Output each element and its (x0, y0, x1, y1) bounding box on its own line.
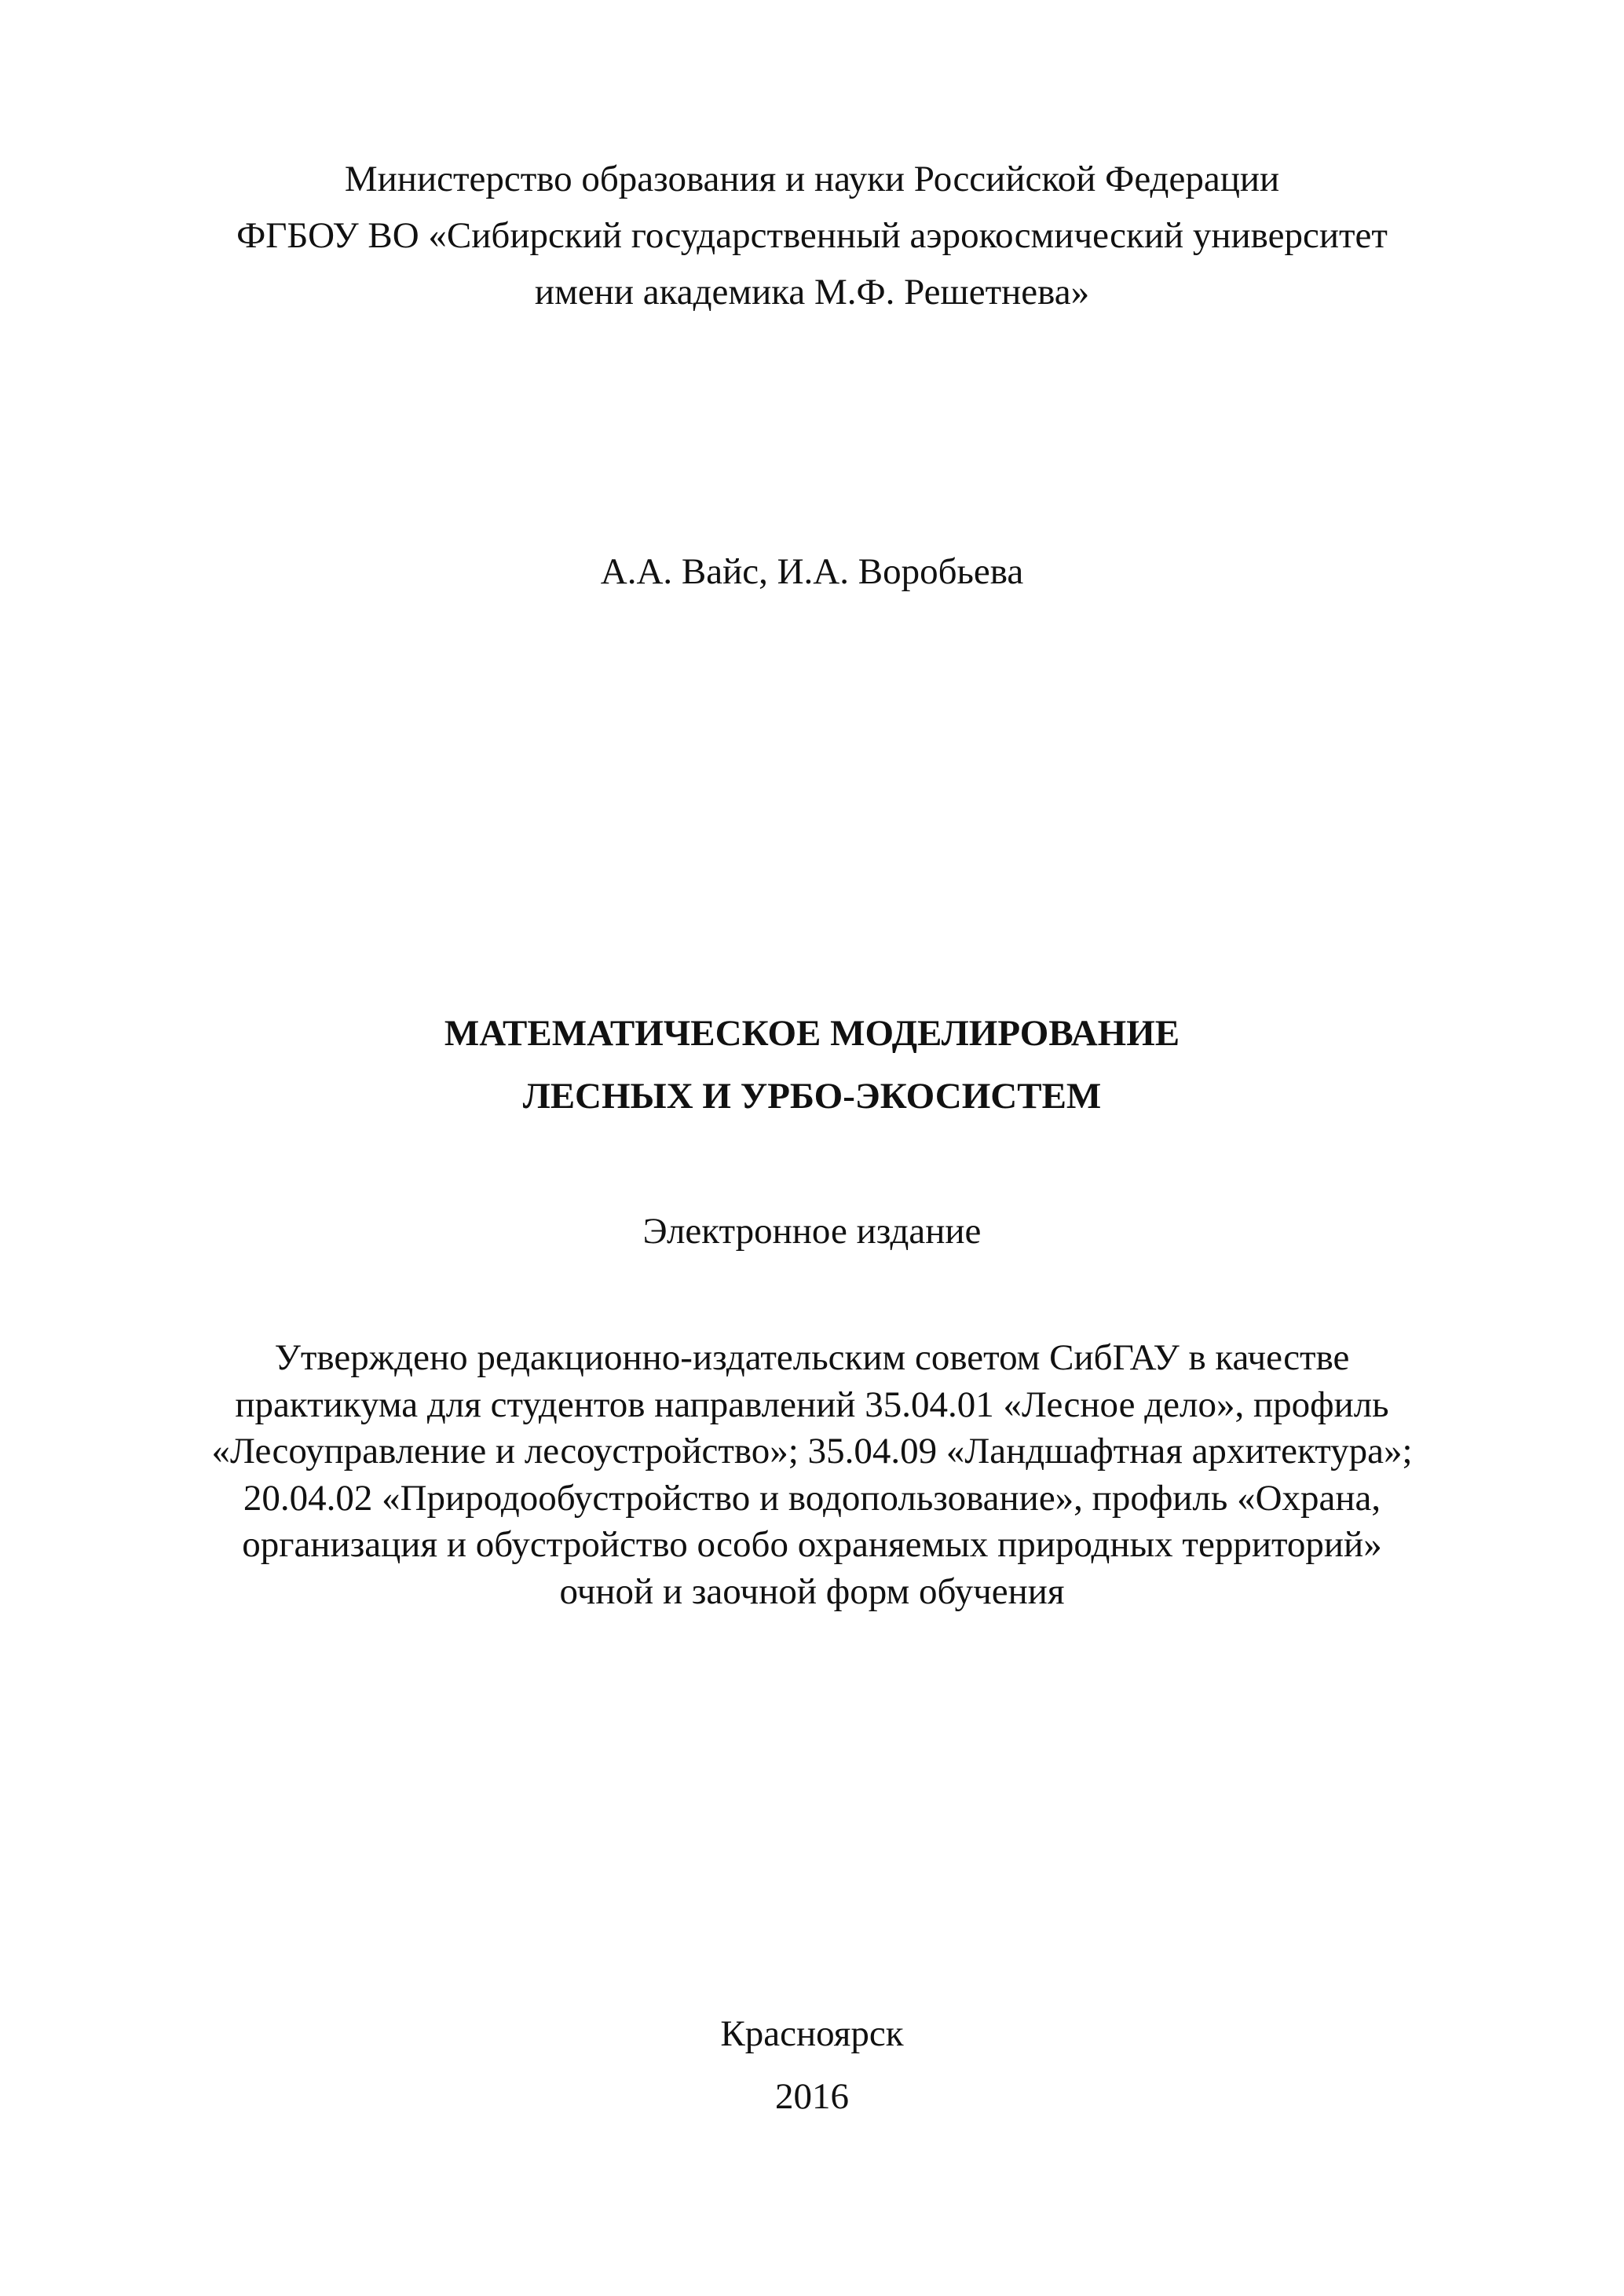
authors: А.А. Вайс, И.А. Воробьева (600, 551, 1024, 592)
approval-line-1: Утверждено редакционно-издательским советом СибГАУ в качестве (274, 1337, 1350, 1378)
approval-line-2: практикума для студентов направлений 35.04.01 «Лесное дело», профиль (235, 1384, 1389, 1425)
authors-block (0, 543, 1624, 600)
university-line: ФГБОУ ВО «Сибирский государственный аэрокосмический университет (236, 215, 1388, 256)
document-title (0, 1002, 1624, 1128)
approval-line-5: организация и обустройство особо охраняемых природных территорий» (242, 1524, 1382, 1565)
edition-label: Электронное издание (642, 1211, 982, 1252)
approval-statement (0, 1335, 1624, 1615)
approval-line-6: очной и заочной форм обучения (559, 1570, 1065, 1612)
approval-line-3: «Лесоуправление и лесоустройство»; 35.04.09 «Ландшафтная архитектура»; (211, 1431, 1413, 1472)
title-line-1: МАТЕМАТИЧЕСКОЕ МОДЕЛИРОВАНИЕ (444, 1013, 1180, 1054)
city: Красноярск (720, 2013, 904, 2054)
ministry-line: Министерство образования и науки Российской Федерации (344, 159, 1280, 199)
title-line-2: ЛЕСНЫХ И УРБО-ЭКОСИСТЕМ (522, 1076, 1102, 1117)
year: 2016 (775, 2076, 849, 2117)
institution-header (0, 151, 1624, 320)
edition-block (0, 1203, 1624, 1260)
imprint-footer (0, 2002, 1624, 2128)
approval-line-4: 20.04.02 «Природообустройство и водопользование», профиль «Охрана, (243, 1477, 1381, 1519)
university-name-line: имени академика М.Ф. Решетнева» (534, 272, 1090, 313)
